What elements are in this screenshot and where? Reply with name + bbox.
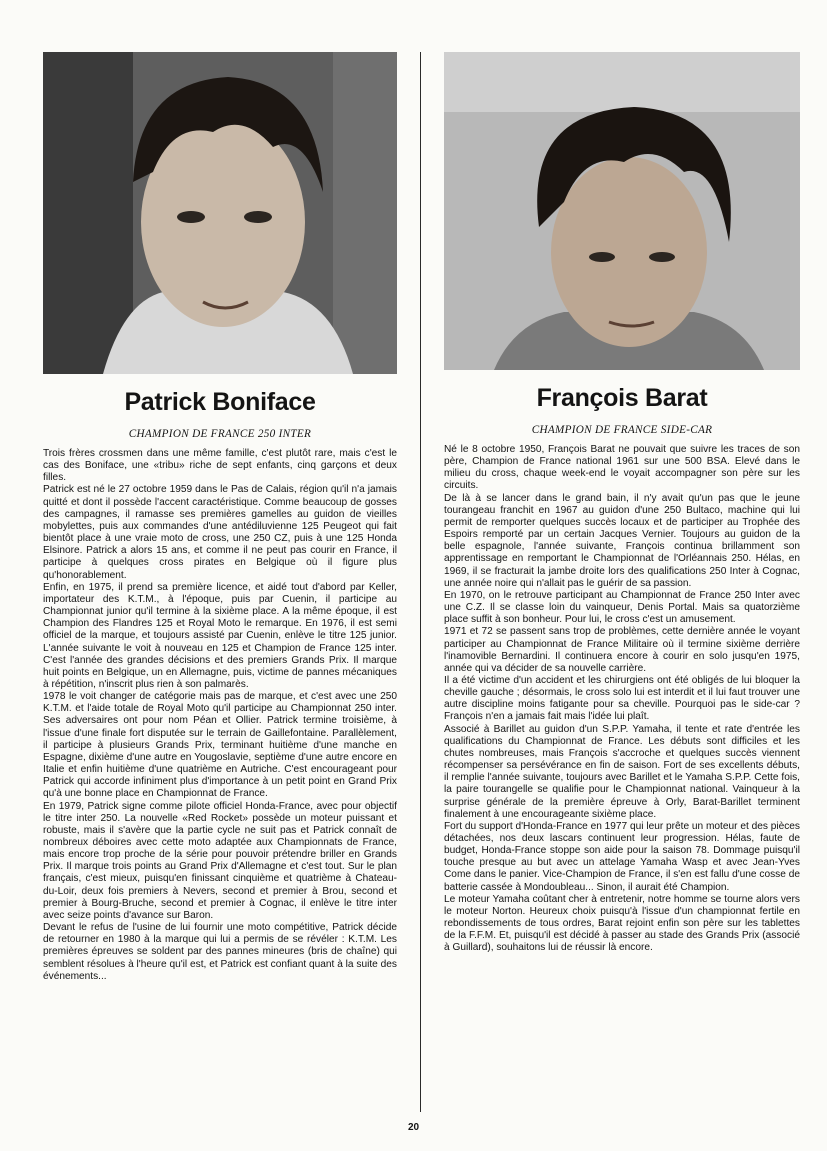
paragraph: Le moteur Yamaha coûtant cher à entretenir, notre homme se tourne alors vers le moteur Norton. Heureux choix puisqu'à l'issue d'un championnat fertile en rebondissements de tous ordres, Barat rejoint enfin son père sur les tablettes de la F.F.M. Et, puisqu'il est décidé à passer au stade des Grands Prix (associé à Guillard), souhaitons lui de réussir là encore. (444, 893, 800, 954)
portrait-photo-boniface (43, 52, 397, 374)
paragraph: Enfin, en 1975, il prend sa première licence, et aidé tout d'abord par Keller, importateur des K.T.M., à l'époque, puis par Cuenin, il participe au Championnat junior qu'il termine à la sixième place. A la même époque, il est Champion des Flandres 125 et Royal Moto le remarque. En 1976, il est semi officiel de la marque, et toujours assisté par Cuenin, enlève le titre 125 junior. L'année suivante le voit à nouveau en 125 et Champion de France 125 inter. C'est l'année des grandes décisions et des premiers Grands Prix. Il marque huit points en Belgique, un en Allemagne, puis, victime de pannes mécaniques à répétition, n'inscrit plus rien à son palmarès. (43, 581, 397, 690)
paragraph: En 1970, on le retrouve participant au Championnat de France 250 Inter avec une C.Z. Il se classe loin du vainqueur, Denis Portal. Mais sa quatorzième place suffit à son bonheur. Pour lui, le cross c'est un amusement. (444, 589, 800, 626)
paragraph: Patrick est né le 27 octobre 1959 dans le Pas de Calais, région qu'il n'a jamais quitté et dont il possède l'accent caractéristique. Comme beaucoup de gosses des campagnes, il ramasse ses premières gamelles au guidon de vieilles mobylettes, puis aux commandes d'une antédiluvienne 125 Peugeot qui fait bientôt place à une vraie moto de cross, une 250 CZ, puis à une 125 Honda Elsinore. Patrick a alors 15 ans, et comme il ne peut pas courir en France, il participe à quelques cross pirates en Belgique où il figure plus qu'honorablement. (43, 484, 397, 581)
article-boniface (43, 52, 397, 983)
paragraph: En 1979, Patrick signe comme pilote officiel Honda-France, avec pour objectif le titre inter 250. La nouvelle «Red Rocket» possède un moteur puissant et robuste, mais il s'avère que la partie cycle ne suit pas et Patrick connaît de nombreux déboires avec cette moto adaptée aux Championnats de France, mais encore trop proche de la série pour pouvoir prétendre briller en Grands Prix. Il marque trois points au Grand Prix d'Allemagne et c'est tout. Sur le plan français, c'est mieux, puisqu'en finissant cinquième et quatrième à Chateau-du-Loir, deux fois premiers à Nevers, second et premier à Brou, second et premier à Bourg-Bruche, second et premier à Cognac, il enlève le titre inter avec seize points d'avance sur Baron. (43, 800, 397, 921)
article-title-boniface: Patrick Boniface (124, 388, 316, 416)
article-body-boniface (43, 448, 397, 983)
page-number: 20 (407, 1122, 420, 1133)
article-subtitle-boniface: CHAMPION DE FRANCE 250 INTER (128, 428, 312, 440)
paragraph: Associé à Barillet au guidon d'un S.P.P. Yamaha, il tente et rate d'entrée les qualifications du Championnat de France. Les débuts sont difficiles et les chutes nombreuses, mais François s'accroche et quelques succès viennent récompenser sa persévérance en fin de saison. Fort de ses excellents débuts, il remplie l'année suivante, toujours avec Barillet et le Yamaha S.P.P. Cette fois, la paire tourangelle se qualifie pour le Championnat national. Vainqueur à la surprise générale de la première épreuve à Orly, Barat-Barillet terminent finalement à une encourageante sixième place. (444, 723, 800, 820)
paragraph: De là à se lancer dans le grand bain, il n'y avait qu'un pas que le jeune tourangeau franchit en 1967 au guidon d'une 250 Bultaco, machine qui lui permit de remporter quelques succès locaux et de participer au Trophée des Espoirs remporté par un certain Jacques Vernier. Toujours au guidon de la belle espagnole, l'année suivante, François continua brillamment son apprentissage en remportant le Championnat de l'Orléannais 250. Hélas, en 1969, il se fracturait la jambe droite lors des qualifications 250 Inter à Cognac, une année noire qui n'allait pas le guérir de sa passion. (444, 492, 800, 589)
article-body-barat (444, 444, 800, 955)
paragraph: Né le 8 octobre 1950, François Barat ne pouvait que suivre les traces de son père, Champion de France national 1961 sur une 500 BSA. Elevé dans le milieu du cross, chaque week-end le voyait accompagner son père sur les circuits. (444, 444, 800, 492)
paragraph: Il a été victime d'un accident et les chirurgiens ont été obligés de lui bloquer la cheville gauche ; désormais, le cross solo lui est interdit et il lui faut trouver une autre discipline moins fatigante pour sa cheville. Pourquoi pas le side-car ? François n'en a jamais fait mais l'idée lui plaît. (444, 674, 800, 723)
article-barat (444, 52, 800, 955)
portrait-photo-barat (444, 52, 800, 370)
portrait-barat-illustration (444, 52, 800, 370)
paragraph: Fort du support d'Honda-France en 1977 qui leur prête un moteur et des pièces détachées, nos deux lascars continuent leur progression. Hélas, faute de budget, Honda-France stoppe son aide pour la saison 78. Dommage puisqu'il touche presque au but avec un attelage Yamaha Wasp et avec Jean-Yves Come dans le panier. Vice-Champion de France, il s'en est fallu d'une cosse de batterie cassée à Mondoubleau... Sinon, il aurait été Champion. (444, 820, 800, 893)
column-divider (420, 52, 421, 1112)
paragraph: Trois frères crossmen dans une même famille, c'est plutôt rare, mais c'est le cas des Boniface, une «tribu» riche de sept enfants, cinq garçons et deux filles. (43, 448, 397, 484)
portrait-boniface-illustration (43, 52, 397, 374)
article-title-barat: François Barat (536, 384, 708, 412)
article-subtitle-barat: CHAMPION DE FRANCE SIDE-CAR (531, 424, 713, 436)
paragraph: 1971 et 72 se passent sans trop de problèmes, cette dernière année le voyant participer au Championnat de France Militaire où il termine sixième derrière l'inamovible Bernardini. Il continuera encore à courir en solo jusqu'en 1975, année qui va décider de sa nouvelle carrière. (444, 626, 800, 674)
paragraph: 1978 le voit changer de catégorie mais pas de marque, et c'est avec une 250 K.T.M. et l'aide totale de Royal Moto qu'il participe au Championnat 250 inter. Ses adversaires ont pour nom Péan et Ollier. Patrick termine troisième, à l'issue d'une finale fort disputée sur le terrain de Gaillefontaine. Parallèlement, il participe à plusieurs Grands Prix, terminant huitième d'une manche en Espagne, dixième d'une autre en Yougoslavie, septième d'une autre encore en Italie et enfin huitième d'une quatrième en Autriche. C'est encourageant pour Patrick qui accorde infiniment plus d'importance à un petit point en Grand Prix qu'à une bonne place en Championnat de France. (43, 691, 397, 800)
paragraph: Devant le refus de l'usine de lui fournir une moto compétitive, Patrick décide de retourner en 1980 à la marque qui lui a permis de se révéler : K.T.M. Les premières épreuves se soldent par des pannes mineures (bris de chaîne) qui semblent résolues à l'heure qu'il est, et Patrick est confiant quant à la suite des événements... (43, 922, 397, 982)
